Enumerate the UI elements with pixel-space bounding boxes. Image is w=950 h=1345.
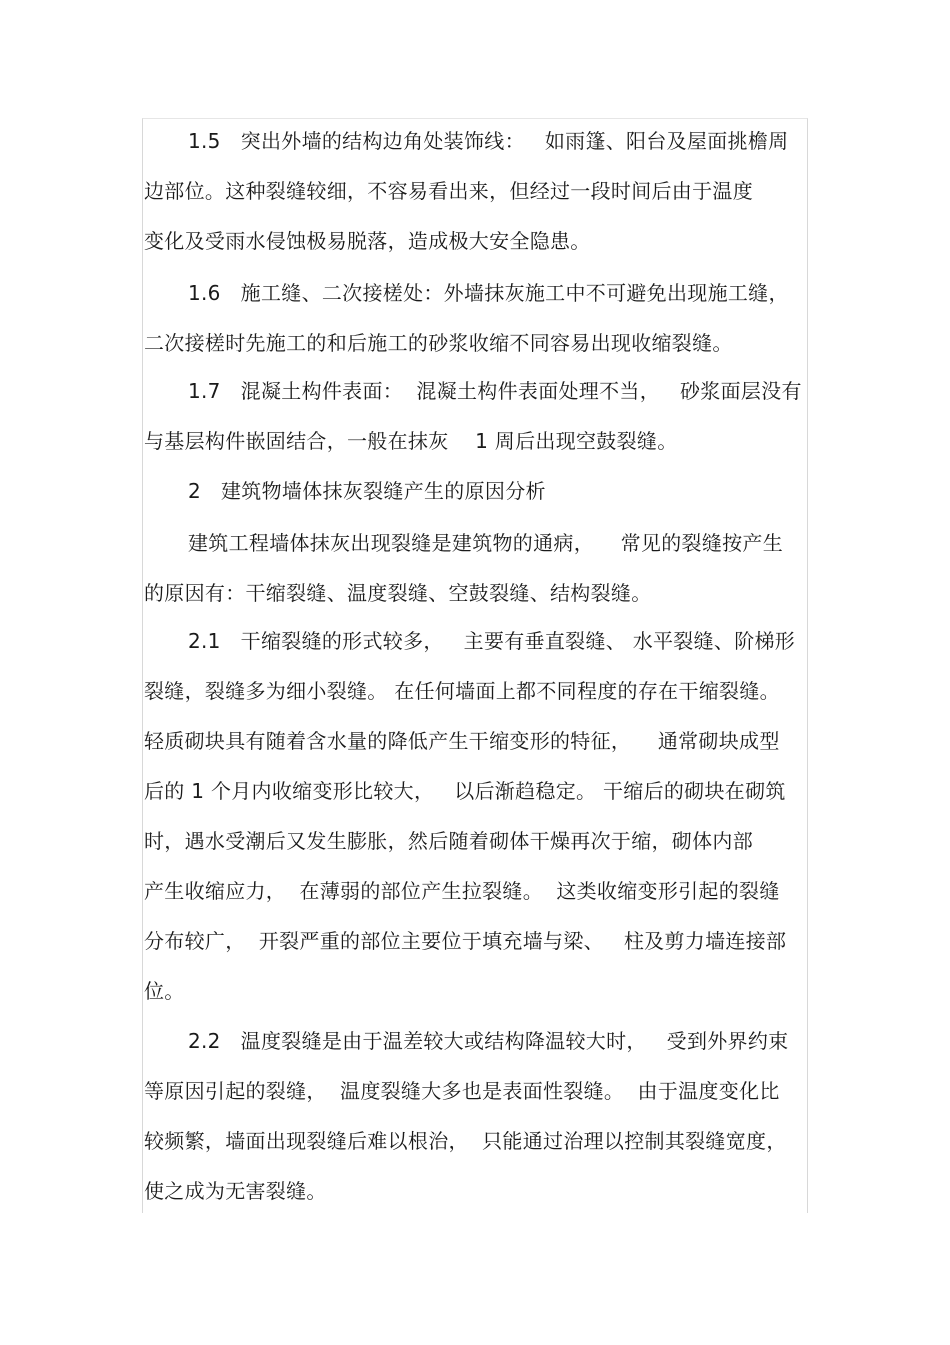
text-line: 1.5 突出外墙的结构边角处装饰线： 如雨篷、阳台及屋面挑檐周 — [188, 129, 789, 153]
text-line: 2.2 温度裂缝是由于温差较大或结构降温较大时， 受到外界约束 — [188, 1029, 789, 1053]
text-line: 等原因引起的裂缝， 温度裂缝大多也是表面性裂缝。 由于温度变化比 — [144, 1079, 780, 1103]
text-line: 1.7 混凝土构件表面： 混凝土构件表面处理不当， 砂浆面层没有 — [188, 379, 802, 403]
text-line: 1.6 施工缝、二次接槎处：外墙抹灰施工中不可避免出现施工缝， — [188, 281, 789, 305]
text-line: 建筑工程墙体抹灰出现裂缝是建筑物的通病， 常见的裂缝按产生 — [188, 531, 784, 555]
text-line: 轻质砌块具有随着含水量的降低产生干缩变形的特征， 通常砌块成型 — [144, 729, 780, 753]
text-line: 后的 1 个月内收缩变形比较大， 以后渐趋稳定。 干缩后的砌块在砌筑 — [144, 779, 786, 803]
text-line: 位。 — [144, 979, 185, 1003]
section-heading: 2 建筑物墙体抹灰裂缝产生的原因分析 — [188, 479, 546, 503]
text-line: 较频繁，墙面出现裂缝后难以根治， 只能通过治理以控制其裂缝宽度， — [144, 1129, 787, 1153]
text-line: 时，遇水受潮后又发生膨胀，然后随着砌体干燥再次于缩，砌体内部 — [144, 829, 753, 853]
text-line: 2.1 干缩裂缝的形式较多， 主要有垂直裂缝、 水平裂缝、阶梯形 — [188, 629, 796, 653]
text-line: 使之成为无害裂缝。 — [144, 1179, 327, 1203]
text-line: 与基层构件嵌固结合，一般在抹灰 1 周后出现空鼓裂缝。 — [144, 429, 678, 453]
text-line: 边部位。这种裂缝较细，不容易看出来，但经过一段时间后由于温度 — [144, 179, 753, 203]
text-line: 变化及受雨水侵蚀极易脱落，造成极大安全隐患。 — [144, 229, 591, 253]
text-line: 裂缝，裂缝多为细小裂缝。 在任何墙面上都不同程度的存在干缩裂缝。 — [144, 679, 780, 703]
text-line: 分布较广， 开裂严重的部位主要位于填充墙与梁、 柱及剪力墙连接部 — [144, 929, 787, 953]
text-line: 二次接槎时先施工的和后施工的砂浆收缩不同容易出现收缩裂缝。 — [144, 331, 733, 355]
text-line: 产生收缩应力， 在薄弱的部位产生拉裂缝。 这类收缩变形引起的裂缝 — [144, 879, 780, 903]
text-line: 的原因有：干缩裂缝、温度裂缝、空鼓裂缝、结构裂缝。 — [144, 581, 652, 605]
